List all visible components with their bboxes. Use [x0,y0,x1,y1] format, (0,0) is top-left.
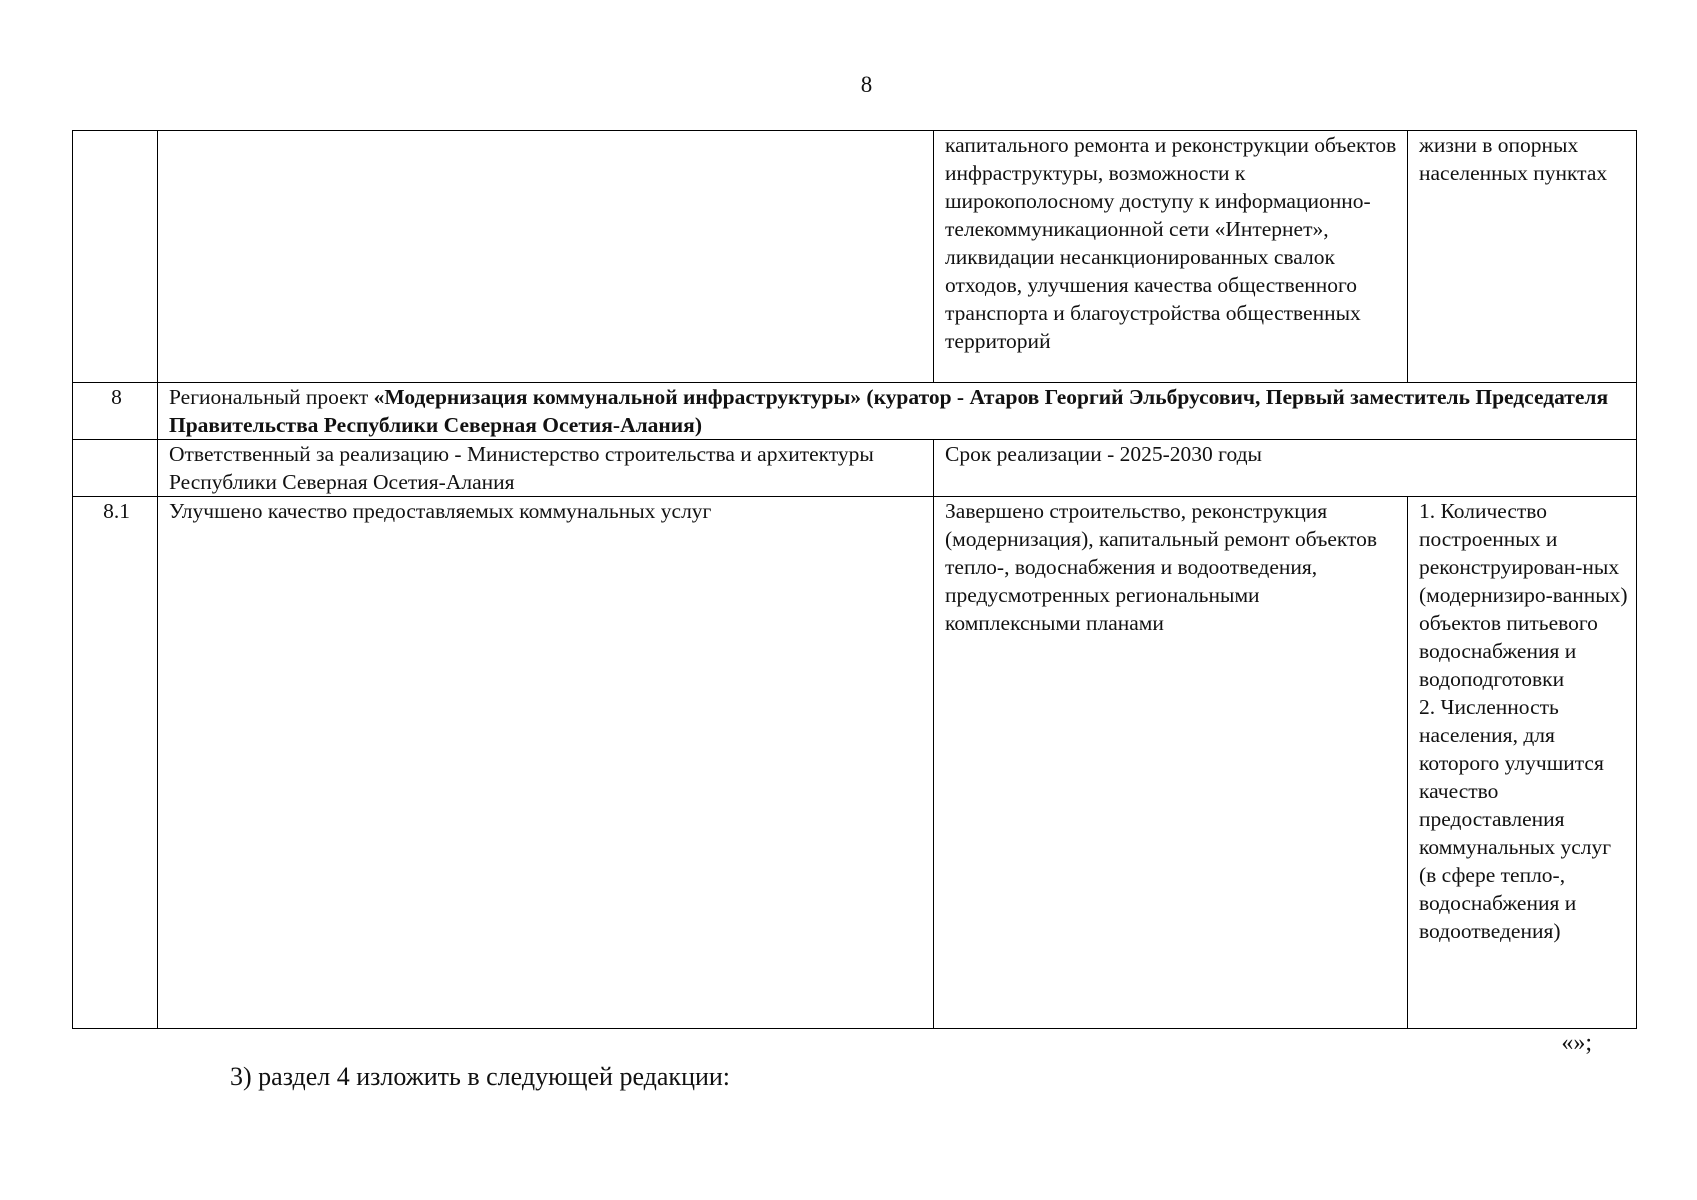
closing-quote: «»; [1561,1030,1592,1056]
task-cell [158,131,934,383]
project-title-cell [158,383,1637,440]
responsible-cell: Ответственный за реализацию - Министерство строительства и архитектуры Республики Северная Осетия-Алания [158,440,934,497]
section-instruction: 3) раздел 4 изложить в следующей редакции: [230,1062,731,1091]
row-number-cell [73,440,158,497]
period-cell: Срок реализации - 2025-2030 годы [934,440,1637,497]
project-title: «Модернизация коммунальной инфраструктуры» (куратор - Атаров Георгий Эльбрусович, Первый заместитель Председателя Правительства Республики Северная Осетия-Алания) [169,385,1609,437]
indicator-cell: жизни в опорных населенных пунктах [1408,131,1637,383]
result-cell: капитального ремонта и реконструкции объектов инфраструктуры, возможности к широкополосному доступу к информационно-телекоммуникационной сети «Интернет», ликвидации несанкционированных свалок отходов, улучшения качества общественного транспорта и благоустройства общественных территорий [934,131,1408,383]
table-row [73,440,1637,497]
result-cell: Завершено строительство, реконструкция (модернизация), капитальный ремонт объектов тепло-, водоснабжения и водоотведения, предусмотренных региональными комплексными планами [934,497,1408,1029]
indicator-item: 1. Количество построенных и реконструирован-ных (модернизиро-ванных) объектов питьевого водоснабжения и водоподготовки [1419,499,1628,691]
task-cell: Улучшено качество предоставляемых коммунальных услуг [158,497,934,1029]
row-number-cell: 8.1 [73,497,158,1029]
project-table [72,130,1637,1029]
row-number-cell: 8 [73,383,158,440]
table-row [73,497,1637,1029]
row-number-cell [73,131,158,383]
page-number: 8 [860,72,873,97]
table-row [73,383,1637,440]
indicator-item: 2. Численность населения, для которого улучшится качество предоставления коммунальных услуг (в сфере тепло-, водоснабжения и водоотведения) [1419,695,1612,943]
table-row [73,131,1637,383]
indicators-cell [1408,497,1637,1029]
project-prefix: Региональный проект [169,385,374,409]
